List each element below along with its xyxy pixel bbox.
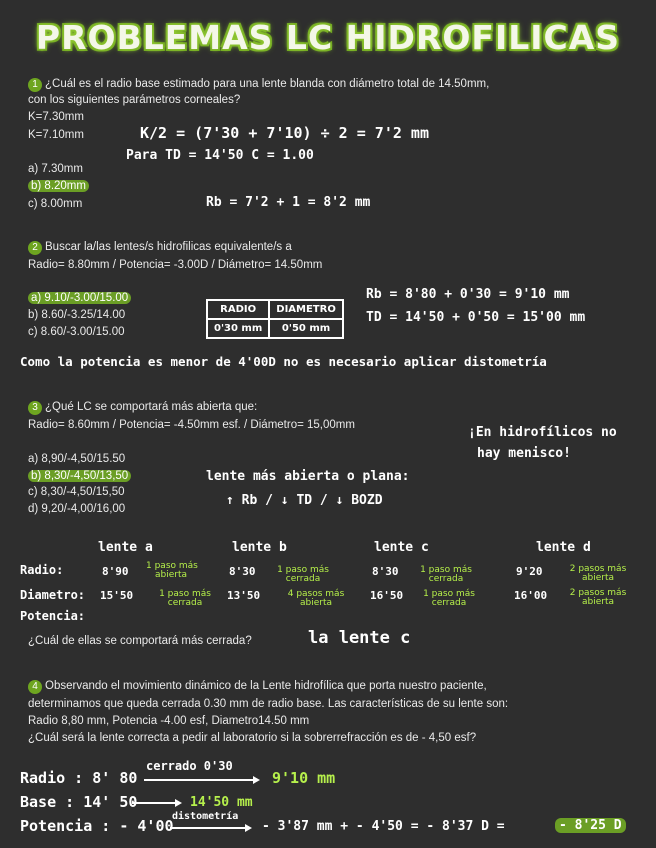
diam-note-b: 4 pasos más abierta — [287, 589, 345, 608]
compare-header-a: lente a — [98, 540, 153, 555]
p3-opt-b: b) 8,30/-4,50/13,50 — [28, 469, 131, 484]
diam-note-d: 2 pasos más abierta — [569, 588, 627, 607]
p4-base-label: Base : 14' 50 — [20, 793, 138, 811]
p1-opt-a: a) 7.30mm — [28, 163, 83, 175]
radio-note-a: 1 paso más abierta — [146, 561, 198, 580]
compare-question: ¿Cuál de ellas se comportará más cerrada? — [28, 635, 252, 647]
compare-row-radio-label: Radio: — [20, 563, 64, 577]
p4-base-result: 14'50 mm — [190, 795, 253, 810]
p4-radio-result: 9'10 mm — [272, 769, 336, 787]
p4-question-line1: 4 Observando el movimiento dinámico de la Lente hidrofílica que porta nuestro paciente, — [28, 679, 487, 694]
p1-calc3: Rb = 7'2 + 1 = 8'2 mm — [206, 195, 371, 210]
p4-pot-arrowhead — [245, 824, 252, 832]
p1-calc2: Para TD = 14'50 C = 1.00 — [126, 148, 314, 163]
p4-pot-arrow — [170, 827, 246, 829]
p4-question-line2: determinamos que queda cerrada 0.30 mm de radio base. Las características de su lente son: — [28, 698, 509, 710]
page-title: PROBLEMAS LC HIDROFILICAS — [35, 18, 621, 57]
p4-pot-label: Potencia : - 4'00 — [20, 817, 174, 835]
p1-question-line1: 1 ¿Cuál es el radio base estimado para una lente blanda con diámetro total de 14.50mm, — [28, 77, 489, 92]
p1-k2: K=7.10mm — [28, 129, 84, 141]
p3-rule1: lente más abierta o plana: — [206, 469, 410, 484]
radio-val-b: 8'30 — [229, 565, 256, 578]
p4-radio-arrow-label: cerrado 0'30 — [146, 759, 233, 773]
p2-note: Como la potencia es menor de 4'00D no es necesario aplicar distometría — [20, 354, 547, 369]
radio-val-d: 9'20 — [516, 565, 543, 578]
diam-val-c: 16'50 — [370, 589, 404, 602]
p2-question-line2: Radio= 8.80mm / Potencia= -3.00D / Diámetro= 14.50mm — [28, 259, 323, 271]
p2-table-value-radio: 0'30 mm — [207, 319, 269, 338]
p4-question-line4: ¿Cuál será la lente correcta a pedir al laboratorio si la sobrerrefracción es de - 4,50 esf? — [28, 732, 477, 744]
p4-radio-arrow — [144, 779, 254, 781]
p3-opt-c: c) 8,30/-4,50/15,50 — [28, 486, 125, 498]
radio-val-a: 8'90 — [102, 565, 129, 578]
p1-k1: K=7.30mm — [28, 111, 84, 123]
p3-opt-a: a) 8,90/-4,50/15.50 — [28, 453, 126, 465]
p4-base-arrow — [132, 802, 176, 804]
p2-table-header-diametro: DIAMETRO — [269, 300, 343, 319]
p1-opt-b: b) 8.20mm — [28, 179, 89, 194]
diam-val-a: 15'50 — [100, 589, 134, 602]
diam-note-a: 1 paso más cerrada — [159, 589, 211, 608]
p3-opt-d: d) 9,20/-4,00/16,00 — [28, 503, 126, 515]
p3-rule2: ↑ Rb / ↓ TD / ↓ BOZD — [226, 493, 383, 508]
radio-note-c: 1 paso más cerrada — [420, 565, 472, 584]
p4-pot-arrow-label: distometría — [172, 811, 239, 822]
radio-val-c: 8'30 — [372, 565, 399, 578]
p2-number: 2 — [28, 241, 42, 255]
p2-opt-b: b) 8.60/-3.25/14.00 — [28, 309, 126, 321]
p1-opt-c: c) 8.00mm — [28, 198, 83, 210]
p3-question-line1: 3 ¿Qué LC se comportará más abierta que: — [28, 400, 257, 415]
p4-base-arrowhead — [175, 799, 182, 807]
compare-header-b: lente b — [232, 540, 287, 555]
p3-note2: hay menisco! — [477, 446, 571, 461]
p2-table-header-radio: RADIO — [207, 300, 269, 319]
p3-number: 3 — [28, 401, 42, 415]
p2-calc-rb: Rb = 8'80 + 0'30 = 9'10 mm — [366, 287, 570, 302]
compare-header-d: lente d — [536, 540, 591, 555]
p1-calc1: K/2 = (7'30 + 7'10) ÷ 2 = 7'2 mm — [140, 124, 429, 142]
p1-question-line2: con los siguientes parámetros corneales? — [28, 94, 241, 106]
p2-question-line1: 2 Buscar la/las lentes/s hidrofilicas equivalente/s a — [28, 240, 292, 255]
radio-note-d: 2 pasos más abierta — [569, 564, 627, 583]
compare-header-c: lente c — [374, 540, 429, 555]
p4-pot-calc: - 3'87 mm + - 4'50 = - 8'37 D = — [262, 819, 505, 834]
compare-row-pot-label: Potencia: — [20, 609, 86, 623]
p4-radio-arrowhead — [253, 776, 260, 784]
diam-val-b: 13'50 — [227, 589, 261, 602]
p4-radio-label: Radio : 8' 80 — [20, 769, 138, 787]
compare-row-diam-label: Diametro: — [20, 588, 86, 602]
p4-pot-result: - 8'25 D — [555, 818, 626, 833]
compare-answer: la lente c — [308, 628, 411, 648]
p2-table — [206, 299, 344, 339]
p4-question-line3: Radio 8,80 mm, Potencia -4.00 esf, Diametro14.50 mm — [28, 715, 310, 727]
diam-val-d: 16'00 — [514, 589, 548, 602]
p4-number: 4 — [28, 680, 42, 694]
p2-opt-c: c) 8.60/-3.00/15.00 — [28, 326, 125, 338]
diam-note-c: 1 paso más cerrada — [423, 589, 475, 608]
radio-note-b: 1 paso más cerrada — [277, 565, 329, 584]
p2-opt-a: a) 9.10/-3.00/15.00 — [28, 291, 131, 306]
p3-note1: ¡En hidrofílicos no — [468, 425, 617, 440]
p1-number: 1 — [28, 78, 42, 92]
p2-table-value-diametro: 0'50 mm — [269, 319, 343, 338]
p3-question-line2: Radio= 8.60mm / Potencia= -4.50mm esf. / Diámetro= 15,00mm — [28, 419, 355, 431]
p2-calc-td: TD = 14'50 + 0'50 = 15'00 mm — [366, 310, 586, 325]
